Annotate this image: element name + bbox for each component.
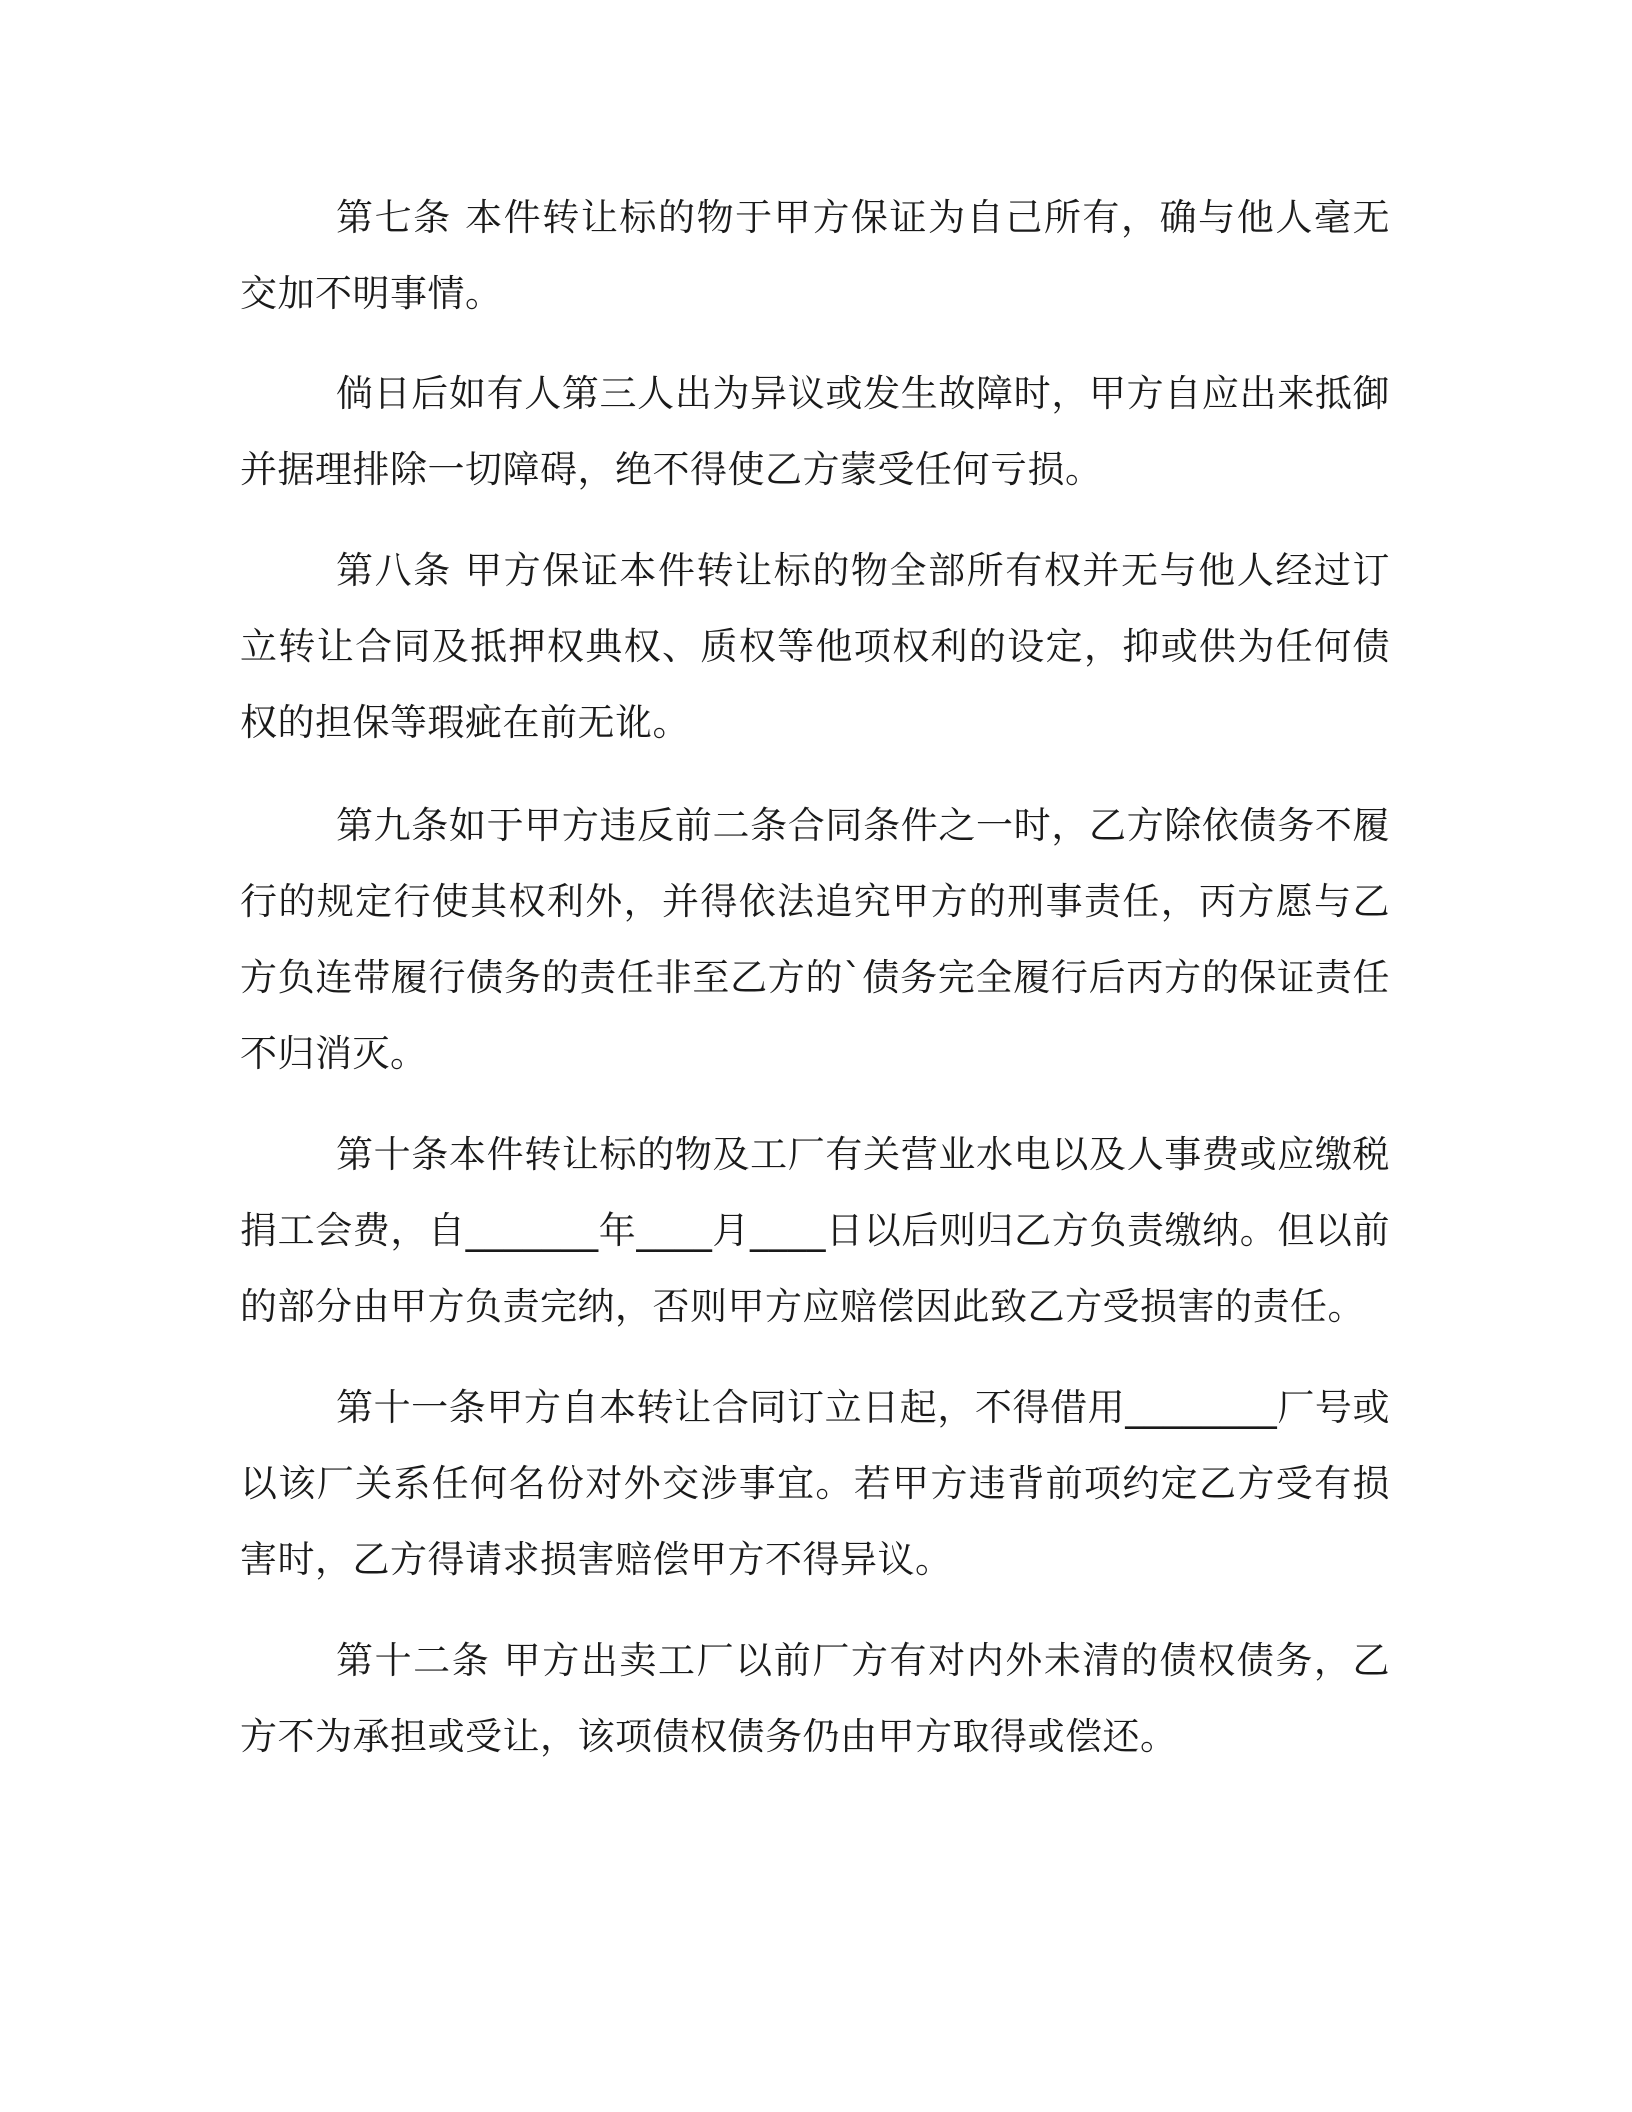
article-8-paragraph: 第八条 甲方保证本件转让标的物全部所有权并无与他人经过订立转让合同及抵押权典权、质权等他项权利的设定，抑或供为任何债权的担保等瑕疵在前无讹。 [240,549,1390,744]
article-11-text-part1: 第十一条甲方自本转让合同订立日起，不得借用 [336,1386,1126,1429]
month-blank: ____ [636,1209,713,1252]
article-11-text-part2: 厂号或以该厂关系任何名份对外交涉事宜。若甲方违背前项约定乙方受有损害时，乙方得请求损害赔偿甲方不得异议。 [240,1386,1390,1581]
article-7-paragraph: 第七条 本件转让标的物于甲方保证为自己所有，确与他人毫无交加不明事情。 [240,196,1390,315]
year-blank: _______ [465,1209,599,1252]
year-label: 年 [598,1209,637,1252]
article-12-paragraph: 第十二条 甲方出卖工厂以前厂方有对内外未清的债权债务，乙方不为承担或受让，该项债权债务仍由甲方取得或偿还。 [240,1639,1390,1758]
factory-name-blank: ________ [1125,1386,1278,1429]
document-page [240,180,1390,1805]
article-10-text-part1: 第十条本件转让标的物及工厂有关营业水电以及人事费或应缴税捐工会费，自 [240,1133,1390,1252]
month-label: 月 [712,1209,751,1252]
day-blank: ____ [750,1209,827,1252]
article-9-paragraph: 第九条如于甲方违反前二条合同条件之一时，乙方除依债务不履行的规定行使其权利外，并得依法追究甲方的刑事责任，丙方愿与乙方负连带履行债务的责任非至乙方的`债务完全履行后丙方的保证责任不归消灭。 [240,804,1390,1075]
article-11-paragraph [240,1370,1390,1598]
article-7-continuation-paragraph: 倘日后如有人第三人出为异议或发生故障时，甲方自应出来抵御并据理排除一切障碍，绝不得使乙方蒙受任何亏损。 [240,372,1390,491]
article-10-paragraph [240,1117,1390,1345]
article-10-text-part2: 日以后则归乙方负责缴纳。但以前的部分由甲方负责完纳，否则甲方应赔偿因此致乙方受损害的责任。 [240,1209,1391,1328]
